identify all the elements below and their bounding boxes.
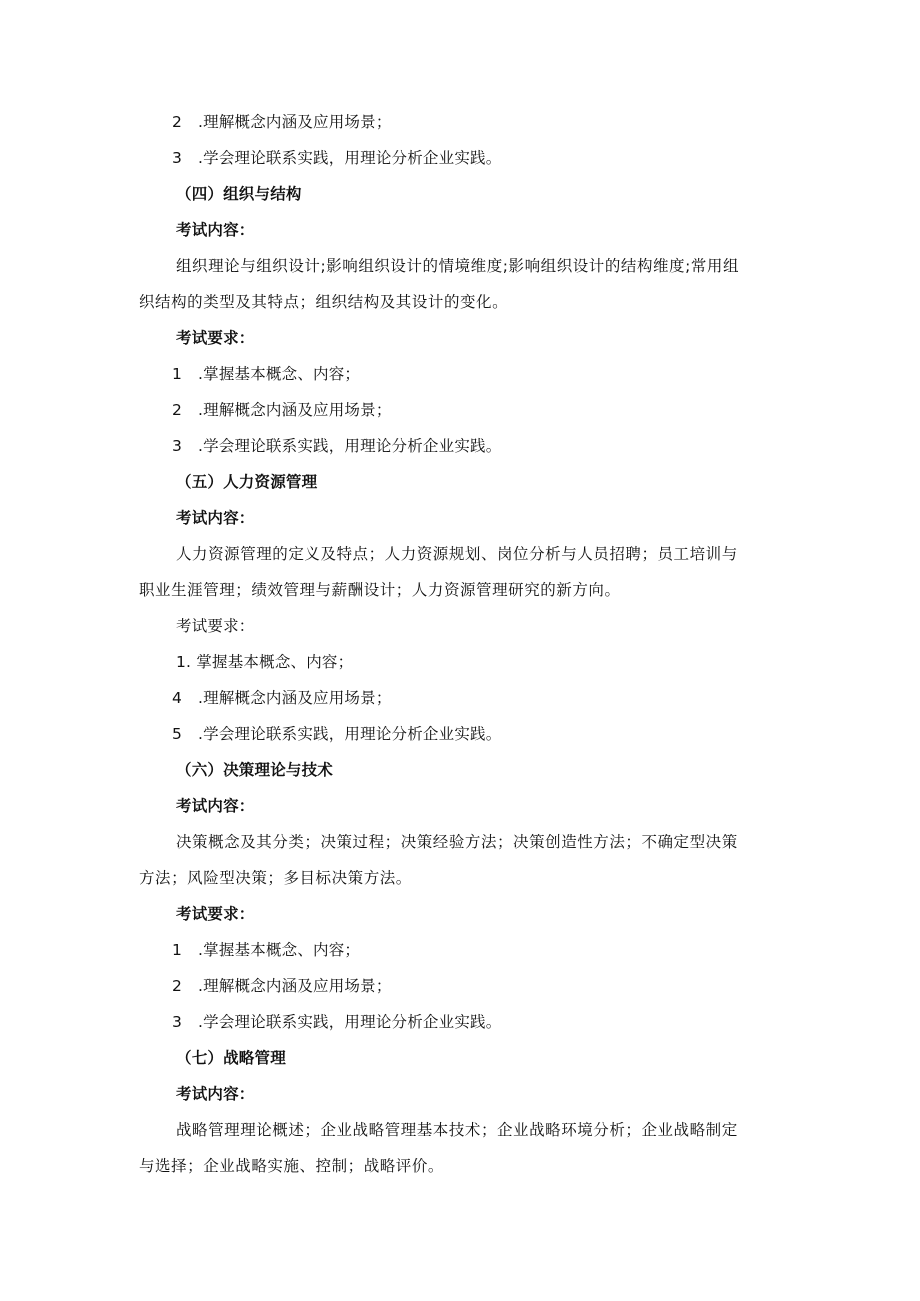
list-number: 4 xyxy=(172,689,183,707)
list-text: .理解概念内涵及应用场景； xyxy=(198,689,392,707)
list-text: .理解概念内涵及应用场景； xyxy=(198,113,392,131)
content-label: 考试内容： xyxy=(176,221,255,239)
list-text: .学会理论联系实践，用理论分析企业实践。 xyxy=(198,149,502,167)
section-heading: （四）组织与结构 xyxy=(176,185,302,203)
section-heading: （六）决策理论与技术 xyxy=(176,761,334,779)
content-paragraph-line: 决策概念及其分类；决策过程；决策经验方法；决策创造性方法；不确定型决策 xyxy=(176,833,738,851)
list-item xyxy=(172,358,360,390)
content-paragraph-line: 组织理论与组织设计;影响组织设计的情境维度;影响组织设计的结构维度;常用组 xyxy=(176,257,740,275)
list-number: 2 xyxy=(172,977,183,995)
list-number: 5 xyxy=(172,725,183,743)
list-text: .学会理论联系实践，用理论分析企业实践。 xyxy=(198,1013,502,1031)
content-label: 考试内容： xyxy=(176,509,255,527)
list-number: 3 xyxy=(172,437,183,455)
list-text: .掌握基本概念、内容； xyxy=(198,365,361,383)
list-text: .理解概念内涵及应用场景； xyxy=(198,401,392,419)
list-number: 3 xyxy=(172,1013,183,1031)
list-item xyxy=(172,142,501,174)
list-text: 1. 掌握基本概念、内容； xyxy=(176,653,354,671)
content-label: 考试内容： xyxy=(176,1085,255,1103)
content-paragraph-line: 方法；风险型决策；多目标决策方法。 xyxy=(139,869,412,887)
requirements-label: 考试要求： xyxy=(176,617,255,635)
content-paragraph-line: 职业生涯管理；绩效管理与薪酬设计；人力资源管理研究的新方向。 xyxy=(139,581,621,599)
list-number: 1 xyxy=(172,941,183,959)
list-number: 2 xyxy=(172,113,183,131)
list-text: .学会理论联系实践，用理论分析企业实践。 xyxy=(198,437,502,455)
content-paragraph-line: 与选择；企业战略实施、控制；战略评价。 xyxy=(139,1157,444,1175)
list-item xyxy=(172,682,392,714)
list-number: 3 xyxy=(172,149,183,167)
list-item xyxy=(172,394,392,426)
list-item xyxy=(172,934,360,966)
list-text: .学会理论联系实践，用理论分析企业实践。 xyxy=(198,725,502,743)
list-item xyxy=(172,106,392,138)
list-item xyxy=(176,646,353,678)
requirements-label: 考试要求： xyxy=(176,329,255,347)
section-heading: （七）战略管理 xyxy=(176,1049,286,1067)
list-item xyxy=(172,718,501,750)
list-text: .掌握基本概念、内容； xyxy=(198,941,361,959)
list-number: 1 xyxy=(172,365,183,383)
list-item xyxy=(172,1006,501,1038)
content-paragraph-line: 人力资源管理的定义及特点；人力资源规划、岗位分析与人员招聘；员工培训与 xyxy=(176,545,738,563)
list-text: .理解概念内涵及应用场景； xyxy=(198,977,392,995)
requirements-label: 考试要求： xyxy=(176,905,255,923)
list-item xyxy=(172,970,392,1002)
content-paragraph-line: 织结构的类型及其特点；组织结构及其设计的变化。 xyxy=(139,293,509,311)
list-item xyxy=(172,430,501,462)
content-label: 考试内容： xyxy=(176,797,255,815)
list-number: 2 xyxy=(172,401,183,419)
section-heading: （五）人力资源管理 xyxy=(176,473,318,491)
content-paragraph-line: 战略管理理论概述；企业战略管理基本技术；企业战略环境分析；企业战略制定 xyxy=(176,1121,738,1139)
